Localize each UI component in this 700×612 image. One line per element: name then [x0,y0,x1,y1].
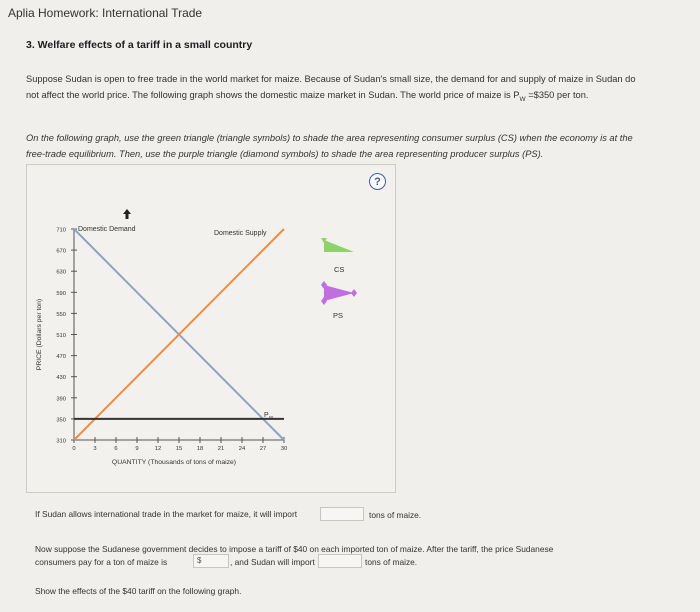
x-tick-label: 12 [154,446,162,452]
y-tick-label: 630 [56,269,66,276]
cursor-arrow-icon [123,209,131,219]
y-axis-title: PRICE (Dollars per ton) [36,298,43,371]
tariff-question-line-2-suffix: tons of maize. [365,557,418,567]
tariff-import-input[interactable] [318,554,362,568]
tariff-question-line-1: Now suppose the Sudanese government decides to impose a tariff of $40 on each imported ton of maize. After the tariff, the price Sudanese [35,544,554,554]
y-tick-label: 590 [56,290,66,297]
intro-line-2-end: =$350 per ton. [525,90,589,100]
supply-label: Domestic Supply [214,230,267,237]
x-tick-label: 6 [114,446,118,452]
x-tick-label: 0 [72,446,76,452]
question-title: 3. Welfare effects of a tariff in a small country [26,39,253,51]
y-tick-label: 710 [56,227,66,234]
tariff-price-input[interactable]: $ [193,554,229,568]
green-triangle-icon[interactable] [324,240,354,252]
help-button[interactable]: ? [369,173,386,190]
purple-triangle-icon[interactable] [324,285,354,301]
intro-line-1: Suppose Sudan is open to free trade in the world market for maize. Because of Sudan's small size, the demand for and supply of maize in Sudan do [26,74,636,84]
x-tick-label: 15 [175,446,183,452]
x-tick-label: 3 [93,446,97,452]
intro-line-2: not affect the world price. The following graph shows the domestic maize market in Sudan. The world price of maize is P [26,90,520,100]
x-tick-label: 18 [196,446,204,452]
import-question-prefix: If Sudan allows international trade in the market for maize, it will import [35,509,298,519]
ps-tool-icon[interactable] [318,281,360,305]
y-tick-label: 470 [56,354,66,361]
y-tick-label: 350 [56,417,66,424]
x-tick-label: 21 [217,446,225,452]
app-title: Aplia Homework: International Trade [8,6,203,20]
instruction-line-2: free-trade equilibrium. Then, use the purple triangle (diamond symbols) to shade the area representing producer surplus (PS). [26,149,544,159]
cs-tool-icon[interactable] [318,236,358,260]
cs-label: CS [334,265,345,274]
y-tick-label: 510 [56,333,66,339]
instruction-line-1: On the following graph, use the green triangle (triangle symbols) to shade the area representing consumer surplus (CS) when the economy is at the [26,133,633,143]
import-question-suffix: tons of maize. [369,510,422,520]
world-price-subscript: W [519,95,526,103]
demand-label: Domestic Demand [78,226,136,233]
x-tick-label: 9 [135,446,139,452]
ps-label: PS [333,311,344,320]
x-tick-label: 30 [280,446,288,452]
y-tick-label: 550 [56,311,66,318]
y-tick-label: 670 [56,248,66,255]
x-tick-label: 24 [238,446,246,452]
chart-series [74,229,284,440]
import-question [35,509,297,519]
y-tick-label: 430 [56,375,66,382]
x-tick-label: 27 [259,446,267,452]
purple-diamond-marker [351,289,357,297]
y-tick-label: 390 [56,396,66,403]
world-price-label: P [264,411,269,419]
show-effects-instruction: Show the effects of the $40 tariff on the following graph. [35,586,242,596]
x-axis-title: QUANTITY (Thousands of tons of maize) [111,459,237,466]
y-tick-label: 310 [56,438,66,445]
world-price-label-sub: W [269,414,274,420]
import-quantity-input[interactable] [320,507,364,521]
tariff-question-line-2-mid: , and Sudan will import [230,557,315,567]
tariff-question-line-2-prefix: consumers pay for a ton of maize is [35,557,168,567]
